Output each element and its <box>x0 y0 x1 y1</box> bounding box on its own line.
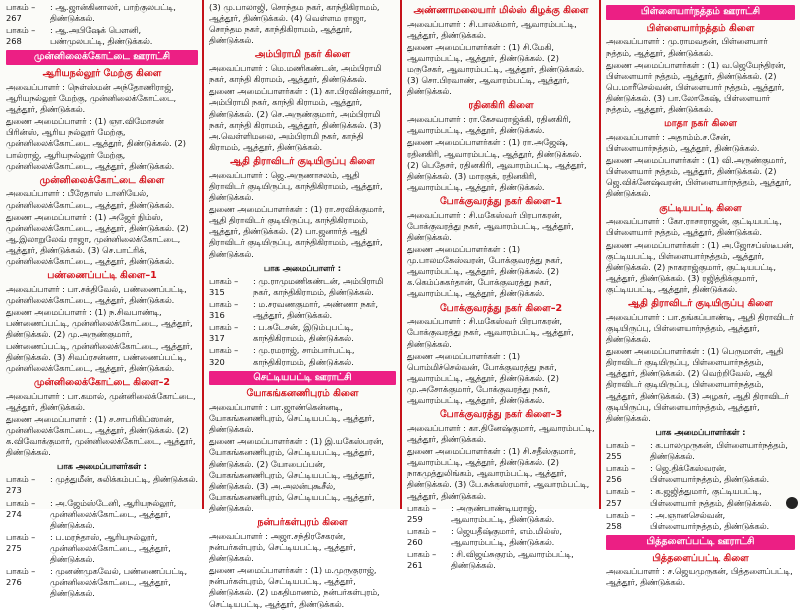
continued-paragraph: (3) மு.பாலாஜி, சொந்தம நகர், காந்திகிராமம், ஆத்தூர், திண்டுக்கல். (4) வெள்ளம ராஜா, சொந்தம நகர், காந்திகிராமம், ஆத்தூர், திண்டுக்கல். <box>209 2 380 46</box>
organizer-paragraph: அவைப்பாளர் : பா.கமால், முன்னிலைக்கோட்டை, ஆத்தூர், திண்டுக்கல். <box>6 390 196 412</box>
organizer-paragraph: அவைப்பாளர் : அஜா.சந்திரசேகரன், நன்பர்கள்புரம், செட்டியபட்டி, ஆத்தூர், திண்டுக்கல். <box>209 530 356 564</box>
list-item: பாகம் – 267 : ஆ.ஜான்கினாலர், பாற்குலபட்டி, திண்டுக்கல். <box>6 2 176 24</box>
subsection-title: பாக அமைப்பாளர்கள் : <box>57 461 147 472</box>
page-corner-marker <box>786 497 798 509</box>
branch-heading: ஆரியநல்லூர் மேற்கு கிளை <box>42 68 162 80</box>
organizer-paragraph: அவைப்பாளர் : கா.தினேஷ்குமார், ஆவாரம்பட்டி, ஆத்தூர், திண்டுக்கல். <box>407 422 595 444</box>
section-banner: பித்தளைப்பட்டி ஊராட்சி <box>606 535 795 550</box>
branch-heading: குட்டியபட்டி கிளை <box>659 202 742 214</box>
subsection-title: பாக அமைப்பாளர்கள் : <box>655 426 746 437</box>
deputy-paragraph: துணை அமைப்பாளர் : (1) ச.சாபரிகிப்ஸான், முன்னிலைக்கோட்டை, ஆத்தூர், திண்டுக்கல். (2) க.விவோக்குமார், முன்னிலைக்கோட்டை, ஆத்தூர், திண்டுக்கல். <box>6 413 196 458</box>
list-item: பாகம் – 259 : அருண்பாண்டியராஜ், ஆவாரம்பட்டி, திண்டுக்கல். <box>407 502 555 524</box>
branch-heading: பண்ணைப்பட்டி கிளை–1 <box>47 270 157 282</box>
organizer-paragraph: அவைப்பாளர் : கோ.ராசாராஜன், குட்டியபட்டி, பிள்ளையார் நத்தம், ஆத்தூர், திண்டுக்கல். <box>606 216 782 238</box>
deputy-paragraph: துணை அமைப்பாளர்கள் : (1) சி.சதீஸ்குமார், ஆவாரம்பட்டி, ஆத்தூர், திண்டுக்கல். (2) நாகமுத்துலிங்கம், ஆவாரம்பட்டி, ஆத்தூர், திண்டுக்கல். (3) பே.சுக்கஸ்ரமார், ஆவாரம்பட்டி, ஆத்தூர், திண்டுக்கல். <box>407 446 590 501</box>
deputy-paragraph: துணை அமைப்பாளர் : (1) ஞா.விமோசன் பிரின்ஸ், ஆரிய நல்லூர் மேற்கு, முன்னிலைக்கோட்டை ஆத்தூர், திண்டுக்கல். (2) பால்ராஜ், ஆரியநல்லூர் மேற்கு, முன்னிலைக்கோட்டை, ஆத்தூர், திண்டுக்கல். <box>6 116 186 171</box>
deputy-paragraph: துணை அமைப்பாளர்கள் : (1) வ.ஜெயேந்திரன், பிள்ளையார் நத்தம், ஆத்தூர், திண்டுக்கல். (2) பெ.மாரீசெல்வன், பிள்ளையார் நத்தம், ஆத்தூர், திண்டுக்கல். (3) பா.லோகேஷ், பிள்ளையார் நத்தம், ஆத்தூர், திண்டுக்கல். <box>606 59 786 115</box>
list-item: பாகம் – 317 : ப.சுடேசன், இடும்புபட்டி, காந்திகிராமம், திண்டுக்கல். <box>209 322 354 344</box>
organizer-paragraph: அவைப்பாளர் : சி.மகேஸ்வர் பிரபாகரன், போக்குவரத்து நகர், ஆவாரம்பட்டி, ஆத்தூர், திண்டுக்கல். <box>407 209 574 242</box>
branch-heading: ஆதி திராவிடர் குடியிருப்பு கிளை <box>230 156 375 168</box>
list-item: பாகம் – 275 : ப.மரந்தாஸ், ஆரியநல்லூர், முன்னிலைக்கோட்டை, ஆத்தூர், திண்டுக்கல். <box>6 531 171 565</box>
deputy-paragraph: துணை அமைப்பாளர்கள் : (1) மு.பாலமகேஸ்வரன், போக்குவரத்து நகர், ஆவாரம்பட்டி, ஆத்தூர், திண்டுக்கல். (2) க.கெம்ப்சுகர்தான், போக்குவரத்து நகர், ஆவாரம்பட்டி, ஆத்தூர், திண்டுக்கல். <box>407 244 563 299</box>
deputy-paragraph: துணை அமைப்பாளர்கள் : (1) ம.முருகுராஜ், நன்பர்கள்புரம், செட்டியபட்டி, ஆத்தூர், திண்டுக்கல். (2) மகதிமாணம், நன்பர்கள்புரம், செட்டியபட்டி, ஆத்தூர், திண்டுக்கல். <box>209 565 380 609</box>
branch-heading: மாதா நகர் கிளை <box>664 118 737 130</box>
deputy-paragraph: துணை அமைப்பாளர் : (1) ந.சிவபாண்டி, பண்ணைப்பட்டி, முன்னிலைக்கோட்டை, ஆத்தூர், திண்டுக்கல். (2) மு.அருண்குமார், பண்ணைப்பட்டி, முன்னிலைக்கோட்டை, ஆத்தூர், திண்டுக்கல். (3) சிவப்ரசன்னா, பண்ணைப்பட்டி, முன்னிலைக்கோட்டை, ஆத்தூர், திண்டுக்கல். <box>6 307 193 373</box>
organizer-paragraph: அவைப்பாளர் : பா.சக்திவேல், பண்ணைப்பட்டி, முன்னிலைக்கோட்டை, ஆத்தூர், திண்டுக்கல். <box>6 283 187 306</box>
list-item: பாகம் – 315 : மு.ராமுமணிகண்டன், அம்பிராமி நகர், காந்திகிராமம், திண்டுக்கல். <box>209 275 384 297</box>
branch-heading: ரதினகிரி கிளை <box>468 100 534 112</box>
section-banner: முன்னிலைக்கோட்டை ஊராட்சி <box>6 50 198 65</box>
organizer-paragraph: அவைப்பாளர் : பா.ஜாண்கென்னடி, யோகங்கனணிபுரம், செட்டியபட்டி, ஆத்தூர், திண்டுக்கல். <box>209 402 375 435</box>
subsection-title: பாக அமைப்பாளர் : <box>263 262 342 273</box>
list-item: பாகம் – 258 : அ.ஞானசெல்வன், பிள்ளையார்நத்தம், திண்டுக்கல். <box>606 509 770 531</box>
branch-heading: பித்தளைப்பட்டி கிளை <box>652 552 749 564</box>
column-3 <box>401 0 600 571</box>
list-item: பாகம் – 316 : ம.சரவணகுமார், அண்ணா நகர், ஆத்தூர், திண்டுக்கல். <box>209 298 378 321</box>
organizer-paragraph: அவைப்பாளர் : மு.ராமவதன், பிள்ளையார் நத்தம், ஆத்தூர், திண்டுக்கல். <box>606 36 768 58</box>
branch-heading: போக்குவரத்து நகர் கிளை–1 <box>439 195 563 207</box>
column-1 <box>0 0 203 599</box>
deputy-paragraph: துணை அமைப்பாளர்கள் : (1) வி.அருண்குமார், பிள்ளையார் நத்தம், ஆத்தூர், திண்டுக்கல். (2) ஜெ.விக்னேஷ்வரன், பிள்ளையார்நத்தம், ஆத்தூர், திண்டுக்கல். <box>606 155 792 199</box>
organizer-paragraph: அவைப்பாளர் : அதாம்ம்.ச.சேன், பிள்ளையார்நத்தம், ஆத்தூர், திண்டுக்கல். <box>606 131 760 154</box>
organizer-paragraph: அவைப்பாளர் : பா.தங்கப்பாண்டி, ஆதி திராவிடர் குடியிருப்பு, பிள்ளையார்நத்தம், ஆத்தூர், திண்டுக்கல். <box>606 311 794 344</box>
organizer-paragraph: அவைப்பாளர் : சி.மகேஸ்வர் பிரபாகரன், போக்குவரத்து நகர், ஆவாரம்பட்டி, ஆத்தூர், திண்டுக்கல். <box>407 316 574 349</box>
branch-heading: அண்ணாமலையார் மில்ஸ் கிழக்கு கிளை <box>413 5 589 16</box>
list-item: பாகம் – 320 : மு.ரமராஜ், சாம்பார்பட்டி, காந்திகிராமம், திண்டுக்கல். <box>209 345 355 367</box>
deputy-paragraph: துணை அமைப்பாளர்கள் : (1) ரா.அஜேஷ், ரதினகிரி, ஆவாரம்பட்டி, ஆத்தூர், திண்டுக்கல். (2) பெதேசர், ரதினகிரி, ஆவாரம்பட்டி, ஆத்தூர், திண்டுக்கல். (3) மாரகுக், ரதினகிரி, ஆவாரம்பட்டி, ஆத்தூர், திண்டுக்கல். <box>407 137 587 192</box>
organizer-paragraph: அவைப்பாளர் : சி.பாலக்மார், ஆவாரம்பட்டி, ஆத்தூர், திண்டுக்கல். <box>407 18 577 40</box>
deputy-paragraph: துணை அமைப்பாளர் : (1) அஜேர் நிம்ஸ், முன்னிலைக்கோட்டை, ஆத்தூர், திண்டுக்கல். (2) ஆ.இலாறுலேவ் ராஜா, முன்னிலைக்கோட்டை, ஆத்தூர், திண்டுக்கல். (3) செ.பாட்ரிக், முன்னிலைக்கோட்டை, ஆத்தூர், திண்டுக்கல். <box>6 211 189 267</box>
deputy-paragraph: துணை அமைப்பாளர்கள் : (1) பொம்மிச்செல்வன், போக்குவரத்து நகர், ஆவாரம்பட்டி, ஆத்தூர், திண்டுக்கல். (2) மு.அசோக்குமார், போக்குவரத்து நகர், ஆவாரம்பட்டி, ஆத்தூர், திண்டுக்கல். <box>407 350 559 406</box>
organizer-paragraph: அவைப்பாளர் : ஜெ.அருணாசலம், ஆதி திராவிடர் குடியிருப்பு, காந்திகிராமம், ஆத்தூர், திண்டுக்கல். <box>209 169 383 202</box>
branch-heading: முன்னிலைக்கோட்டை கிளை–2 <box>34 376 170 388</box>
deputy-paragraph: துணை அமைப்பாளர்கள் : (1) பெருமாள், ஆதி திராவிடர் குடியிருப்பு, பிள்ளையார்நத்தம், ஆத்தூர், திண்டுக்கல். (2) வெற்றிவேல், ஆதி திராவிடர் குடியிருப்பு, பிள்ளையார்நத்தம், ஆத்தூர், திண்டுக்கல். (3) அழகர், ஆதி திராவிடர் குடியிருப்பு, பிள்ளையார்நத்தம், ஆத்தூர், திண்டுக்கல். <box>606 346 789 423</box>
deputy-paragraph: துணை அமைப்பாளர்கள் : (1) ரா.சரவிக்குமார், ஆதி திராவிடர் குடியிருப்பு, காந்திகிராமம், ஆத்தூர், திண்டுக்கல். (2) பா.ஜனார்த் ஆதி திராவிடர் குடியிருப்பு, காந்திகிராமம், ஆத்தூர், திண்டுக்கல். <box>209 204 385 259</box>
column-2 <box>203 0 401 609</box>
list-item: பாகம் – 255 : க.பாலமுருகன், பிள்ளையார்நத்தம், திண்டுக்கல். <box>606 439 788 462</box>
organizer-paragraph: அவைப்பாளர் : ரா.கேசவராஜ்க்கி, ரதினகிரி, ஆவாரம்பட்டி, ஆத்தூர், திண்டுக்கல். <box>407 114 572 136</box>
list-item: பாகம் – 276 : முனண்முகவேல், பண்ணைப்பட்டி, முன்னிலைக்கோட்டை, ஆத்தூர், திண்டுக்கல். <box>6 566 188 599</box>
list-item: பாகம் – 260 : ஜெயதீஷ்குமார், எம்.மில்ஸ், ஆவாரம்பட்டி, திண்டுக்கல். <box>407 525 562 547</box>
list-item: பாகம் – 268 : ஆ.அபிஷேக் பெளனி, பண்முலபட்டி, திண்டுக்கல். <box>6 25 153 47</box>
branch-heading: போக்குவரத்து நகர் கிளை–3 <box>439 409 563 421</box>
deputy-paragraph: துணை அமைப்பாளர்கள் : (1) இ.யகேஸ்பரன், யோகங்கனணிபுரம், செட்டியபட்டி, ஆத்தூர், திண்டுக்கல். (2) யோபைப்பன், யோகங்கனணிபுரம், செட்டியபட்டி, ஆத்தூர், திண்டுக்கல். (3) அ.அலன்புகூசீல், யோகங்கனணிபுரம், செட்டியபட்டி, ஆத்தூர், திண்டுக்கல். <box>209 436 384 514</box>
organizer-paragraph: அவைப்பாளர் : நெள்ஸ்மன் அந்தோணிராஜ், ஆரியநல்லூர் மேற்கு, முன்னிலைக்கோட்டை, ஆத்தூர், திண்டுக்கல். <box>6 81 177 115</box>
list-item: பாகம் – 273 : முத்துமீன், சுலிக்கம்பட்டி, திண்டுக்கல். <box>6 474 198 496</box>
branch-heading: போக்குவரத்து நகர் கிளை–2 <box>439 302 563 314</box>
branch-heading: பிள்ளையார்நத்தம் கிளை <box>646 22 755 34</box>
branch-heading: முன்னிலைக்கோட்டை கிளை <box>39 174 165 186</box>
branch-heading: அம்பிராமி நகர் கிளை <box>254 49 351 61</box>
list-item: பாகம் – 274 : அ.ஜேம்ஸ்டேனி, ஆரியநல்லூர், முன்னிலைக்கோட்டை, ஆத்தூர், திண்டுக்கல். <box>6 497 177 530</box>
list-item: பாகம் – 257 : க.ஜஜித்துமார், குட்டியபட்டி, பிள்ளையார் நத்தம், திண்டுக்கல். <box>606 486 772 508</box>
list-item: பாகம் – 256 : ஜெ.திக்கேஸ்வரன், பிள்ளையார்நத்தம், திண்டுக்கல். <box>606 463 770 485</box>
organizer-paragraph: அவைப்பாளர் : மெ.மணிகண்டன், அம்பிராமி நகர், காந்தி கிராமம், ஆத்தூர், திண்டுக்கல். <box>209 63 382 85</box>
deputy-paragraph: துணை அமைப்பாளர்கள் : (1) கா.பிரவின்குமார், அம்பிராமி நகர், காந்தி கிராமம், ஆத்தூர், திண்டுக்கல். (2) செ.அருண்குமார், அம்பிராமி நகர், காந்தி கிராமம், ஆத்தூர், திண்டுக்கல். (3) அ.வெள்ளிமலை, அம்பிராமி நகர், காந்தி கிராமம், ஆத்தூர், திண்டுக்கல். <box>209 86 392 152</box>
section-banner: பிள்ளையார்நத்தம் ஊராட்சி <box>606 5 795 20</box>
organizer-paragraph: அவைப்பாளர் : பீரேதாஸ் டானியேல், முன்னிலைக்கோட்டை, ஆத்தூர், திண்டுக்கல். <box>6 188 175 210</box>
section-banner: செட்டியபட்டி ஊராட்சி <box>209 371 396 386</box>
column-4 <box>600 0 800 588</box>
organizer-paragraph: அவைப்பாளர் : ச.ஜெயமுருகன், பித்தளைப்பட்டி, ஆத்தூர், திண்டுக்கல். <box>606 566 793 588</box>
deputy-paragraph: துணை அமைப்பாளர்கள் : (1) அ.ஜோசப்ஸ்டீபன், குட்டியபட்டி, பிள்ளையார்நத்தம், ஆத்தூர், திண்டுக்கல். (2) நாகராஜ்குமார், குட்டியபட்டி, ஆத்தூர், திண்டுக்கல். (3) ரஜித்திக்குமார், குட்டியபட்டி, ஆத்தூர், திண்டுக்கல். <box>606 239 794 294</box>
branch-heading: ஆதி திராவிடர் குடியிருப்பு கிளை <box>628 298 773 310</box>
list-item: பாகம் – 261 : சி.விஜய்சுகுரம், ஆவாரம்பட்டி, திண்டுக்கல். <box>407 549 574 571</box>
deputy-paragraph: துணை அமைப்பாளர்கள் : (1) சி.மேகி, ஆவாரம்பட்டி, ஆத்தூர், திண்டுக்கல். (2) மருசேகர், ஆவாரம்பட்டி, ஆத்தூர், திண்டுக்கல். (3) சொ.பிரவாண், ஆவாரம்பட்டி, ஆத்தூர், திண்டுக்கல். <box>407 41 585 97</box>
branch-heading: யோகங்கனணிபுரம் கிளை <box>246 388 359 400</box>
branch-heading: நன்பர்கள்புரம் கிளை <box>257 517 348 529</box>
